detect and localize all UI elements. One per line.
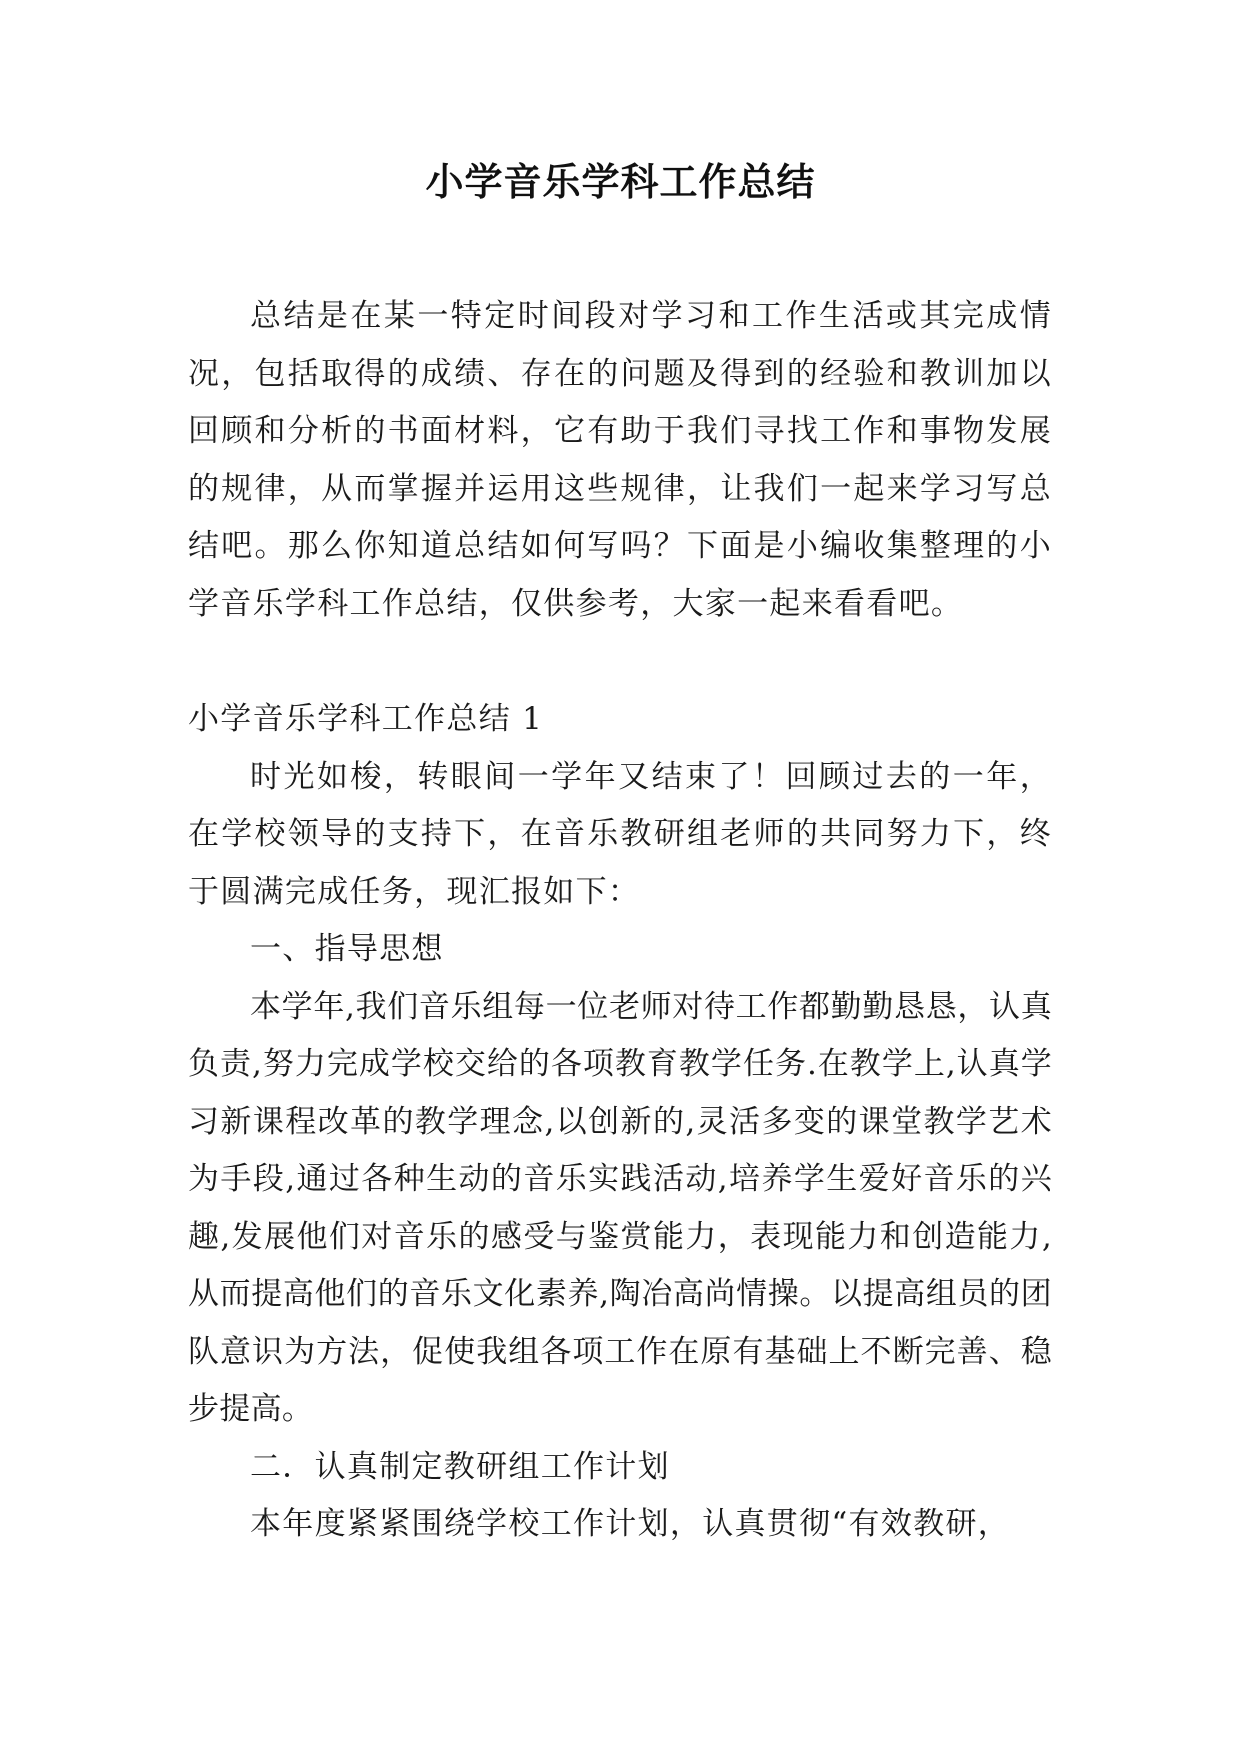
heading-guiding-ideology: 一、指导思想 bbox=[250, 931, 444, 967]
intro-paragraph: 总结是在某一特定时间段对学习和工作生活或其完成情况，包括取得的成绩、存在的问题及得到的经验和教训加以回顾和分析的书面材料，它有助于我们寻找工作和事物发展的规律，从而掌握并运用这些规律，让我们一起来学习写总结吧。那么你知道总结如何写吗？下面是小编收集整理的小学音乐学科工作总结，仅供参考，大家一起来看看吧。 bbox=[188, 298, 1052, 622]
paragraph-3: 本年度紧紧围绕学校工作计划，认真贯彻“有效教研， bbox=[250, 1506, 1011, 1542]
document-body bbox=[188, 288, 1052, 1554]
section-label: 小学音乐学科工作总结 1 bbox=[188, 701, 544, 737]
paragraph-1: 时光如梭，转眼间一学年又结束了！回顾过去的一年，在学校领导的支持下，在音乐教研组老师的共同努力下，终于圆满完成任务，现汇报如下： bbox=[188, 758, 1052, 910]
paragraph-2: 本学年,我们音乐组每一位老师对待工作都勤勤恳恳，认真负责,努力完成学校交给的各项教育教学任务.在教学上,认真学习新课程改革的教学理念,以创新的,灵活多变的课堂教学艺术为手段,通过各种生动的音乐实践活动,培养学生爱好音乐的兴趣,发展他们对音乐的感受与鉴赏能力，表现能力和创造能力,从而提高他们的音乐文化素养,陶冶高尚情操。以提高组员的团队意识为方法，促使我组各项工作在原有基础上不断完善、稳步提高。 bbox=[188, 988, 1052, 1427]
document-title: 小学音乐学科工作总结 bbox=[425, 159, 816, 204]
section-gap bbox=[188, 633, 1052, 691]
heading-teaching-plan: 二．认真制定教研组工作计划 bbox=[250, 1448, 670, 1485]
